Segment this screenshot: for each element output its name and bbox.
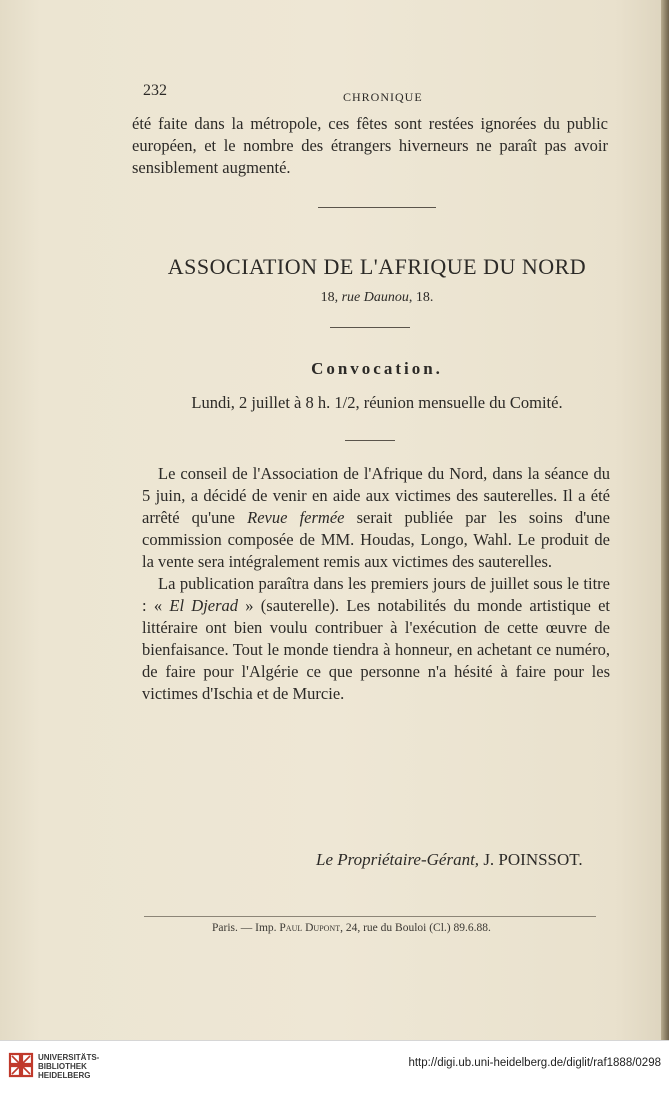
body1-italic-title: Revue fermée <box>247 508 345 527</box>
page-number: 232 <box>143 82 167 99</box>
viewer-footer-bar <box>0 1040 669 1093</box>
permalink-url[interactable]: http://digi.ub.uni-heidelberg.de/diglit/raf1888/0298 <box>408 1057 661 1069</box>
signature-line <box>316 850 583 870</box>
imprint-printer: Paul Dupont <box>279 922 341 934</box>
library-line-3: HEIDELBERG <box>38 1071 91 1080</box>
body2-italic-title: El Djerad <box>169 596 239 615</box>
signature-name: J. POINSSOT. <box>483 850 583 869</box>
address-prefix: 18, <box>320 290 339 305</box>
imprint-suffix: , 24, rue du Bouloi (Cl.) 89.6.88. <box>340 922 491 934</box>
imprint-prefix: Paris. — Imp. <box>212 922 280 934</box>
library-logo-icon <box>8 1050 34 1080</box>
signature-title: Le Propriétaire-Gérant, <box>316 850 480 869</box>
address-line <box>130 290 624 306</box>
address-street: rue Daunou <box>341 290 409 305</box>
short-divider <box>345 440 395 441</box>
library-line-1: UNIVERSITÄTS- <box>38 1053 100 1062</box>
intro-paragraph: été faite dans la métropole, ces fêtes sont restées ignorées du public européen, et le nombre des étrangers hiverneurs ne paraît pas avoir sensiblement augmenté. <box>132 114 608 177</box>
body2-text-b: » (sauterelle). Les notabilités du monde artistique et littéraire ont bien voulu contribuer à l'exécution de cette œuvre de bienfaisance. Tout le monde tiendra à honneur, en achetant ce numéro, de faire pour l'Algérie ce que personne n'a hésité à faire pour les victimes d'Ischia et de Murcie. <box>142 596 610 703</box>
title-divider <box>330 327 410 328</box>
convocation-heading: Convocation. <box>311 359 443 378</box>
library-name <box>38 1053 99 1080</box>
page-edge-shadow <box>661 0 669 1040</box>
footer-rule <box>144 916 596 917</box>
article-title: ASSOCIATION DE L'AFRIQUE DU NORD <box>167 254 587 279</box>
section-divider <box>318 207 436 208</box>
body1-text-a: Le conseil de l'Association de l'Afrique du Nord, dans la séance du 5 juin, a décidé de venir en aide aux victimes des sauterelles. Il a été arrêté qu'une <box>142 464 610 527</box>
body-paragraph-1 <box>142 463 610 573</box>
address-suffix: , 18. <box>408 290 434 305</box>
printer-imprint <box>212 922 491 934</box>
meeting-notice: Lundi, 2 juillet à 8 h. 1/2, réunion mensuelle du Comité. <box>191 393 563 412</box>
body2-text-a: La publication paraîtra dans les premiers jours de juillet sous le titre : « <box>142 574 610 615</box>
body-paragraph-2 <box>142 573 610 705</box>
body1-text-b: serait publiée par les soins d'une commission composée de MM. Houdas, Longo, Wahl. Le produit de la vente sera intégralement remis aux victimes des sauterelles. <box>142 508 611 571</box>
running-head: CHRONIQUE <box>343 90 423 104</box>
library-line-2: BIBLIOTHEK <box>38 1062 87 1071</box>
